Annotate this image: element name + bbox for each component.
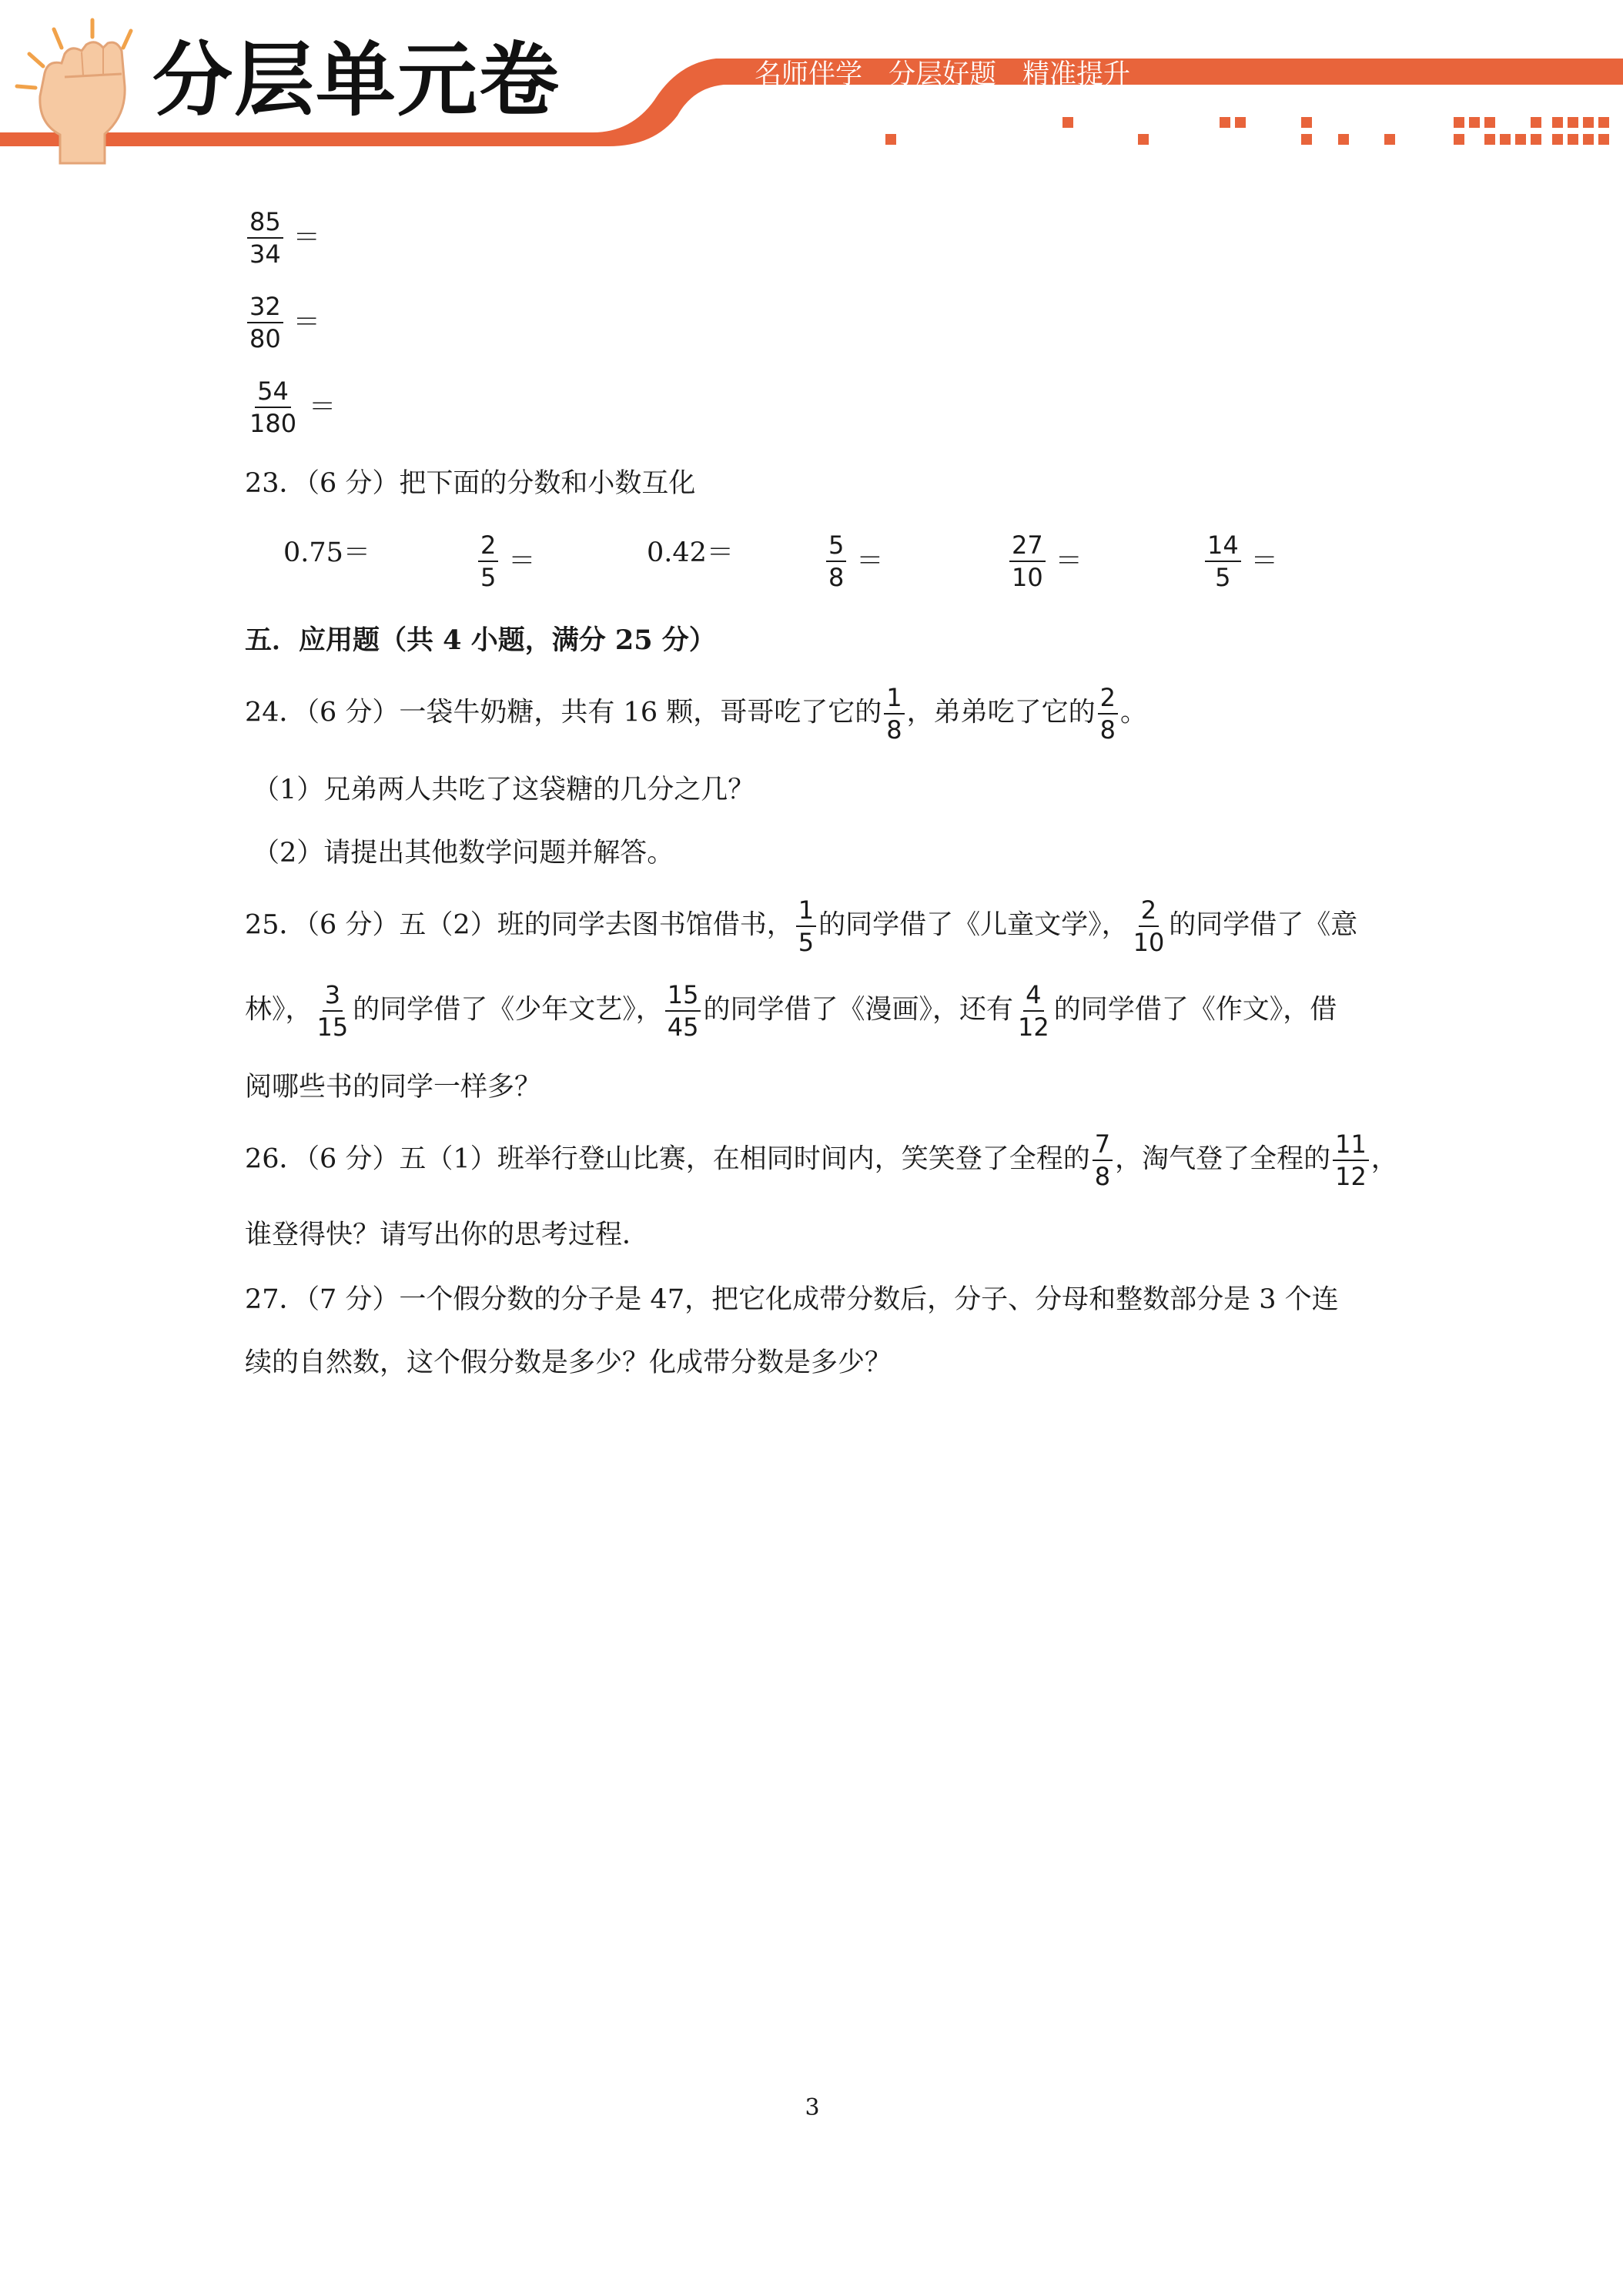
question-26-line-2: 谁登得快？请写出你的思考过程． [245, 1220, 650, 1250]
q23-item-decimal: 0.42＝ [647, 537, 734, 568]
fraction: $\frac{85}{34}$ [247, 206, 283, 269]
page-number: 3 [805, 2094, 820, 2121]
question-27-line-2: 续的自然数，这个假分数是多少？化成带分数是多少？ [245, 1347, 892, 1378]
question-25-line-1: 25．（6 分）五（2）班的同学去图书馆借书， $\frac{1}{5}$ 的同学借了《儿童文学》， $\frac{2}{10}$ 的同学借了《意 [245, 895, 1358, 957]
question-25-line-2: 林》， $\frac{3}{15}$ 的同学借了《少年文艺》， $\frac{15}{45}$ 的同学借了《漫画》，还有 $\frac{4}{12}$ 的同学借了《作文》，借 [245, 980, 1337, 1042]
q24-sub-2: （2）请提出其他数学问题并解答。 [253, 838, 674, 869]
fraction: $\frac{32}{80}$ [247, 291, 283, 354]
q23-item-fraction: $\frac{27}{10}$ ＝ [1007, 530, 1083, 593]
q23-item-fraction: $\frac{14}{5}$ ＝ [1203, 530, 1278, 593]
section-5-heading: 五．应用题（共 4 小题，满分 25 分） [245, 624, 716, 656]
brand-title: 分层单元卷 [152, 33, 561, 127]
question-27-line-1: 27．（7 分）一个假分数的分子是 47，把它化成带分数后，分子、分母和整数部分是 3 个连 [245, 1284, 1339, 1315]
header-slogan [755, 59, 1156, 90]
q23-item-fraction: $\frac{2}{5}$ ＝ [476, 530, 535, 593]
decorative-dots [885, 117, 1609, 145]
prev-item: $\frac{54}{180}$ ＝ [245, 376, 336, 439]
q23-item-fraction: $\frac{5}{8}$ ＝ [824, 530, 883, 593]
q23-item-decimal: 0.75＝ [283, 537, 370, 568]
fraction: $\frac{54}{180}$ [249, 377, 297, 438]
slogan-item: 精准提升 [1022, 59, 1131, 90]
question-25-line-3: 阅哪些书的同学一样多？ [245, 1072, 542, 1103]
prev-item: $\frac{85}{34}$ ＝ [245, 206, 320, 269]
slogan-item: 分层好题 [888, 59, 997, 90]
q24-sub-1: （1）兄弟两人共吃了这袋糖的几分之几？ [253, 775, 755, 805]
question-23-title: 23．（6 分）把下面的分数和小数互化 [245, 468, 696, 499]
slogan-item: 名师伴学 [755, 59, 863, 90]
prev-item: $\frac{32}{80}$ ＝ [245, 291, 320, 354]
question-24: 24．（6 分）一袋牛奶糖，共有 16 颗，哥哥吃了它的 $\frac{1}{8}$ ，弟弟吃了它的 $\frac{2}{8}$ 。 [245, 683, 1147, 745]
question-26-line-1: 26．（6 分）五（1）班举行登山比赛，在相同时间内，笑笑登了全程的 $\frac{7}{8}$ ，淘气登了全程的 $\frac{11}{12}$ ， [245, 1130, 1398, 1191]
page-header [0, 0, 1623, 177]
